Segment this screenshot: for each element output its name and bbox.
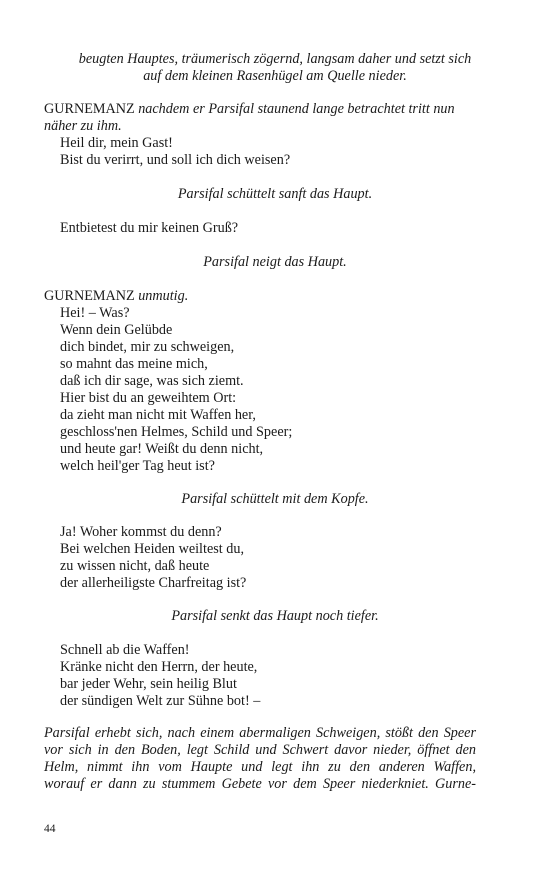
verse-line: Bei welchen Heiden weiltest du, bbox=[60, 541, 244, 557]
verse-line: so mahnt das meine mich, bbox=[60, 356, 208, 372]
speaker-direction: unmutig. bbox=[138, 288, 189, 304]
verse-line: der sündigen Welt zur Sühne bot! – bbox=[60, 693, 261, 709]
verse-line: und heute gar! Weißt du denn nicht, bbox=[60, 441, 264, 457]
verse-line: Bist du verirrt, und soll ich dich weisen? bbox=[60, 152, 291, 168]
verse-line: Hei! – Was? bbox=[60, 305, 130, 321]
stage-direction-line: vor sich in den Boden, legt Schild und Schwert davor nieder, öffnet den bbox=[44, 742, 476, 758]
verse-line: Entbietest du mir keinen Gruß? bbox=[60, 220, 239, 236]
verse-line: dich bindet, mir zu schweigen, bbox=[60, 339, 235, 355]
stage-direction-line: Parsifal schüttelt mit dem Kopfe. bbox=[181, 491, 369, 507]
verse-line: Kränke nicht den Herrn, der heute, bbox=[60, 659, 258, 675]
stage-direction-line: Parsifal erhebt sich, nach einem abermaligen Schweigen, stößt den Speer bbox=[44, 725, 476, 741]
stage-direction-line: auf dem kleinen Rasenhügel am Quelle nieder. bbox=[143, 68, 407, 84]
speaker-name: GURNEMANZ bbox=[44, 288, 135, 304]
stage-direction-line: Parsifal schüttelt sanft das Haupt. bbox=[177, 186, 373, 202]
stage-direction-line: Parsifal senkt das Haupt noch tiefer. bbox=[171, 608, 379, 624]
stage-direction-line: beugten Hauptes, träumerisch zögernd, langsam daher und setzt sich bbox=[78, 51, 472, 67]
stage-direction-line: Parsifal neigt das Haupt. bbox=[203, 254, 347, 270]
verse-line: Wenn dein Gelübde bbox=[60, 322, 173, 338]
speaker-name: GURNEMANZ bbox=[44, 101, 135, 117]
verse-line: bar jeder Wehr, sein heilig Blut bbox=[60, 676, 237, 692]
stage-direction-line: Helm, nimmt ihn vom Haupte und legt ihn zu den anderen Waffen, bbox=[44, 759, 476, 775]
page-number: 44 bbox=[44, 823, 56, 835]
verse-line: da zieht man nicht mit Waffen her, bbox=[60, 407, 256, 423]
verse-line: Heil dir, mein Gast! bbox=[60, 135, 173, 151]
speaker-heading bbox=[44, 288, 188, 305]
verse-line: Hier bist du an geweihtem Ort: bbox=[60, 390, 237, 406]
speaker-direction: nachdem er Parsifal staunend lange betrachtet tritt nun bbox=[138, 101, 455, 117]
verse-line: Ja! Woher kommst du denn? bbox=[60, 524, 222, 540]
stage-direction-line: worauf er dann zu stummem Gebete vor dem Speer niederkniet. Gurne- bbox=[44, 776, 476, 792]
verse-line: welch heil'ger Tag heut ist? bbox=[60, 458, 215, 474]
verse-line: der allerheiligste Charfreitag ist? bbox=[60, 575, 247, 591]
verse-line: daß ich dir sage, was sich ziemt. bbox=[60, 373, 244, 389]
speaker-direction-continued: näher zu ihm. bbox=[44, 118, 122, 134]
verse-line: Schnell ab die Waffen! bbox=[60, 642, 190, 658]
speaker-heading bbox=[44, 101, 455, 118]
verse-line: zu wissen nicht, daß heute bbox=[60, 558, 210, 574]
verse-line: geschloss'nen Helmes, Schild und Speer; bbox=[60, 424, 293, 440]
